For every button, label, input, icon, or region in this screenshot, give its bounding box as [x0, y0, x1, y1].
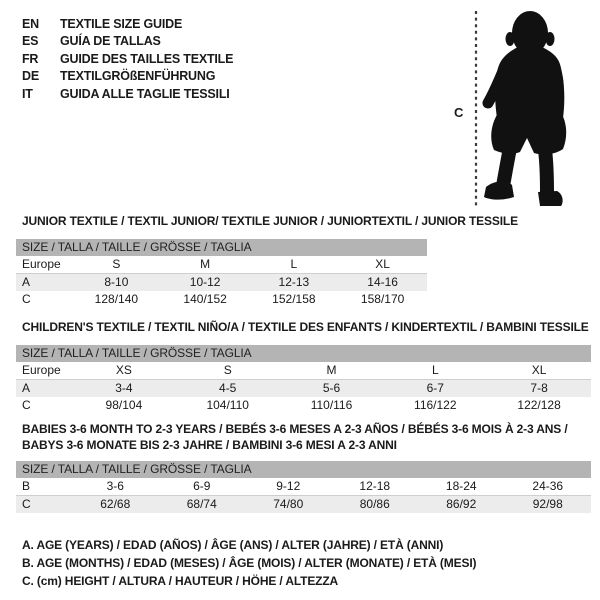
cell-value: 128/140	[94, 291, 139, 306]
cell-value: 158/170	[360, 291, 405, 306]
row-label: C	[22, 291, 31, 306]
cell-value: 6-7	[426, 380, 444, 395]
table-row	[16, 478, 591, 496]
table-row	[16, 380, 591, 397]
cell-value: 7-8	[530, 380, 548, 395]
measurement-legend	[22, 536, 476, 590]
cell-value: XL	[375, 256, 390, 271]
language-title: TEXTILE SIZE GUIDE	[60, 16, 183, 31]
table-row	[16, 362, 591, 380]
table-row	[16, 256, 427, 274]
row-label: B	[22, 479, 31, 493]
cell-value: 8-10	[104, 274, 129, 289]
table-row	[16, 397, 591, 414]
cell-value: 152/158	[272, 291, 316, 306]
cell-value: 3-6	[106, 479, 124, 493]
language-row	[22, 50, 233, 68]
cell-value: 140/152	[183, 291, 227, 306]
cell-value: S	[223, 362, 232, 377]
cell-value: 4-5	[219, 380, 237, 395]
section-title: JUNIOR TEXTILE / TEXTIL JUNIOR/ TEXTILE JUNIOR / JUNIORTEXTIL / JUNIOR TESSILE	[22, 214, 518, 228]
cell-value: 92/98	[532, 497, 563, 511]
language-title: GUIDE DES TAILLES TEXTILE	[60, 51, 234, 66]
cell-value: 24-36	[532, 479, 564, 493]
row-label: A	[22, 274, 31, 289]
table-row	[16, 291, 427, 308]
section-title: BABIES 3-6 MONTH TO 2-3 YEARS / BEBÉS 3-6 MESES A 2-3 AÑOS / BÉBÉS 3-6 MOIS À 2-3 ANS /	[22, 422, 568, 436]
cell-value: 14-16	[367, 274, 398, 289]
language-code: DE	[22, 69, 39, 84]
language-row	[22, 15, 233, 33]
cell-value: 86/92	[446, 497, 477, 511]
legend-line: C. (cm) HEIGHT / ALTURA / HAUTEUR / HÖHE / ALTEZZA	[22, 574, 339, 588]
row-label: A	[22, 380, 31, 395]
table-row	[16, 496, 591, 513]
cell-value: S	[112, 256, 121, 271]
cell-value: 3-4	[115, 380, 133, 395]
cell-value: 9-12	[276, 479, 301, 493]
cell-value: 104/110	[206, 397, 249, 412]
cell-value: 5-6	[322, 380, 341, 395]
cell-value: 98/104	[105, 397, 143, 412]
cell-value: 116/122	[414, 397, 457, 412]
cell-value: XS	[115, 362, 132, 377]
language-code: ES	[22, 34, 39, 49]
cell-value: 110/116	[310, 397, 353, 412]
section-children	[16, 320, 591, 414]
size-header-bar: SIZE / TALLA / TAILLE / GRÖSSE / TAGLIA	[16, 461, 591, 478]
cell-value: 80/86	[359, 497, 390, 511]
size-header-bar: SIZE / TALLA / TAILLE / GRÖSSE / TAGLIA	[16, 345, 591, 362]
cell-value: L	[431, 362, 439, 377]
cell-value: 10-12	[189, 274, 221, 289]
language-title: TEXTILGRÖßENFÜHRUNG	[60, 69, 216, 84]
cell-value: 12-18	[359, 479, 391, 493]
language-code: IT	[22, 86, 33, 101]
cell-value: L	[290, 256, 298, 271]
cell-value: 122/128	[517, 397, 561, 412]
section-title: CHILDREN'S TEXTILE / TEXTIL NIÑO/A / TEXTILE DES ENFANTS / KINDERTEXTIL / BAMBINI TESSILE	[22, 320, 589, 334]
size-table	[16, 461, 591, 513]
cell-value: M	[200, 256, 211, 271]
figure-toddler	[440, 8, 600, 214]
cell-value: 68/74	[186, 497, 217, 511]
cell-value: 18-24	[445, 479, 477, 493]
table-row	[16, 274, 427, 291]
language-code: EN	[22, 16, 39, 31]
language-code: FR	[22, 51, 39, 66]
legend-line: B. AGE (MONTHS) / EDAD (MESES) / ÂGE (MOIS) / ALTER (MONATE) / ETÀ (MESI)	[22, 556, 477, 570]
size-header-bar: SIZE / TALLA / TAILLE / GRÖSSE / TAGLIA	[16, 239, 427, 256]
row-label: Europe	[22, 362, 61, 377]
section-title: BABYS 3-6 MONATE BIS 2-3 JAHRE / BAMBINI 3-6 MESI A 2-3 ANNI	[22, 437, 397, 452]
figure-height-label: C	[454, 105, 464, 120]
section-babies	[16, 422, 591, 513]
legend-line: A. AGE (YEARS) / EDAD (AÑOS) / ÂGE (ANS) / ALTER (JAHRE) / ETÀ (ANNI)	[22, 538, 444, 552]
size-table	[16, 345, 591, 414]
section-junior	[16, 214, 518, 308]
toddler-silhouette	[484, 11, 566, 206]
language-row	[22, 33, 233, 51]
cell-value: M	[326, 362, 337, 377]
cell-value: 12-13	[278, 274, 310, 289]
row-label: C	[22, 497, 31, 511]
language-title: GUÍA DE TALLAS	[60, 34, 161, 49]
cell-value: 6-9	[193, 479, 211, 493]
size-table	[16, 239, 427, 308]
row-label: Europe	[22, 256, 61, 271]
cell-value: XL	[531, 362, 547, 377]
language-title: GUIDA ALLE TAGLIE TESSILI	[60, 86, 230, 101]
toddler-silhouette-icon	[440, 8, 600, 214]
language-row	[22, 68, 233, 86]
row-label: C	[22, 397, 31, 412]
cell-value: 62/68	[100, 497, 131, 511]
cell-value: 74/80	[273, 497, 304, 511]
language-list	[22, 15, 233, 103]
language-row	[22, 85, 233, 103]
